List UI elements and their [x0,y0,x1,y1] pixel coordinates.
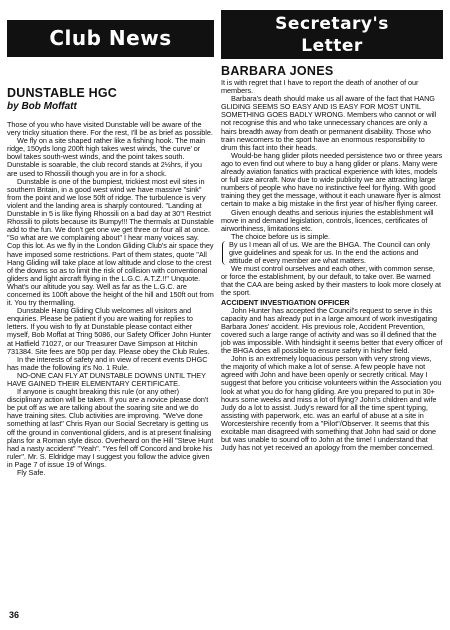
paragraph: The choice before us is simple. [231,231,331,241]
rule-paragraph: NO-ONE CAN FLY AT DUNSTABLE DOWNS UNTIL THEY HAVE GAINED THEIR ELEMENTARY CERTIFICATE. [7,370,206,388]
club-news-body [7,121,214,611]
secretary-letter-body [221,79,443,624]
paragraph: John is an extremely loquacious person with very strong views, the majority of which make a lot of sense. A few people have not agreed with John and have been openly or secretly critical. May I suggest that before you criticise volunteers within the Association you look at what you do for hang gliding. Are you prepared to put in 30+ hours some weeks and miss a lot of flying? John's children and wife Judy do a lot to assist. Judy's reward for all the time spent typing, assisting with paperwork, etc. was an earful of abuse at a site in Worcestershire recently from a "Pilot"/Observer. It seems that this excitable man disagreed with something that John had said or done but was unable to sound off to John at the time! I understand that Judy has not yet received an apology from the member concerned. [221,354,442,453]
paragraph: John Hunter has accepted the Council's request to serve in this capacity and has already put in a large amount of work investigating Barbara Jones' accident. His previous role, Accident Prevention, covered such a large range of activity and was so ill defined that the job was impossible. With hindsight it seems better that every officer of the BHGA does all possible to ensure safety in his/her field. [221,305,443,356]
paragraph: Dunstable is one of the bumpiest, trickiest most evil sites in southern Britain, in a good west wind we have massive "sink" from the point and we lose 50ft of ridge. The turbulence is very violent and the landing area is sharply contoured. "Landing at Dunstable in 5 is like flying Rhossili on a bad day at 30"! Restrict Rhossili to pilots because its Bumpy!!! The thermals at Dunstable add to the fun. We don't get one we get three or four all at once. "So what are we complaining about" I hear many voices say. Cop this lot. As we fly in the London Gliding Club's air space they have imposed some restrictions. Part of them states, quote "All Hang Gliding will take place at low altitude and close to the crest of the downs so as to limit the risk of collision with conventional gliders and light aircraft flying in the L.G.C. A.T.Z.!!" Unquote. What's our altitude you say. Well as far as the L.G.C. are concerned its 100ft above the height of the hill and 150ft out from it. You try thermalling. [7,176,214,308]
paragraph: Would-be hang glider pilots needed persistence two or three years ago to even find out where to buy a hang glider or plans. Many were already aviation fanatics with practical experience with kites, models or full size aircraft. Now due to wide publicity we are attracting large numbers of people who have no instinctive feel for flying. With good training they get the message, without it each unaware flyer is almost certain to make a big mistake in the first year of his/her flying career. [221,150,443,209]
letter-title: BARBARA JONES [221,64,334,78]
club-news-banner: Club News [7,20,214,57]
section-subheading: ACCIDENT INVESTIGATION OFFICER [221,297,350,307]
article-byline: by Bob Moffatt [7,101,77,112]
banner-line-1: Secretary's [275,14,389,34]
paragraph: It is with regret that I have to report the death of another of our members. [221,78,419,96]
paragraph: Dunstable Hang Gliding Club welcomes all visitors and enquiries. Please be patient if you are waiting for replies to letters. If you wish to fly at Dunstable please contact either myself, Bob Moffat at Tring 5086, our Safety Officer John Hunter at Hatfield 71027, or our Treasurer Dave Simpson at Hitchin 731384. Site fees are 50p per day. Please obey the Club Rules. [7,306,212,356]
page-number: 36 [9,610,20,620]
secretary-letter-banner [221,10,443,59]
banner-line-2: Letter [301,36,363,56]
article-title: DUNSTABLE HGC [7,86,118,100]
bracketed-quote: By us I mean all of us. We are the BHGA. The Council can only give guidelines and speak for us. In the end the actions and attitude of every member are what matters. [222,241,443,265]
paragraph: If anyone is caught breaking this rule (or any other) disciplinary action will be taken. If you are a novice please don't be put off as we are talking about the soaring site and we do have training sites. Club activities are improving. "We've done something at last" Chris Ryan our Social Secretary is getting us off the ground in conventional gliders, and is at present finalising plans for a Roman style disco. Overheard on the Hill "Steve Hunt had a nasty accident" "Yeah". "Yes fell off Concord and broke his ruler". Mr. S. Eldridge may I suggest you follow the advice given in Page 7 of issue 19 of Wings. [7,387,214,469]
paragraph: Barbara's death should make us all aware of the fact that HANG GLIDING SEEMS SO EASY AND IS EASY FOR MOST UNTIL SOMETHING GOES BADLY WRONG. Members who cannot or will not recognise this and who take unnecessary chances are only a hairs breadth away from death or permanent disability. Those who train newcomers to the sport have an enormous responsibility to drum this fact into their heads. [221,94,437,152]
paragraph: Those of you who have visited Dunstable will be aware of the very tricky situation there. For the rest, I'll be as brief as possible. [7,120,213,138]
paragraph: We fly on a site shaped rather like a fishing hook. The main ridge, 150yds long 200ft high takes west winds, 'the curve' or bowl takes south-west winds, and the point takes south. Dunstable is soarable, the club record stands at 2½hrs, if you are used to Rhossili though you are in for a shock. [7,136,206,178]
paragraph: In the interests of safety and in view of recent events DHGC has made the following it's No. 1 Rule. [7,354,208,372]
sign-off: Fly Safe. [17,468,46,478]
paragraph: We must control ourselves and each other, with common sense, or force the establishment, by our default, to take over. Be warned that the CAA are being asked by their masters to look more closely at the sport. [221,264,442,298]
paragraph: Given enough deaths and serious injuries the establishment will move in and demand legislation, controls, licences, certificates of airworthiness, limitations etc. [221,207,434,233]
